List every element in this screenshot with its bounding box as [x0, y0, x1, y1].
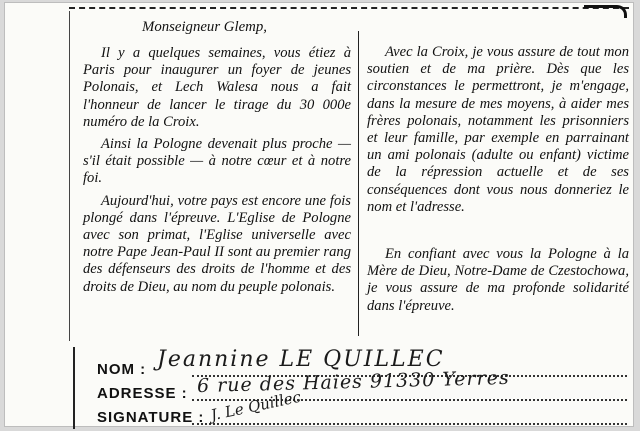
corner-mark: [584, 5, 627, 18]
signature-dotted-line: [192, 423, 627, 425]
right-paragraph-2: En confiant avec vous la Pologne à la Mère de Dieu, Notre-Dame de Czestochowa, je vous assure de ma profonde solidarité dans l'épreuve.: [367, 246, 629, 314]
left-paragraph-3: Aujourd'hui, votre pays est encore une fois plongé dans l'épreuve. L'Eglise de Pologne avec son primat, l'Eglise universelle avec notre Pape Jean-Paul II sont au premier rang des défenseurs des droits de l'homme et des droits de Dieu, au nom du peuple polonais.: [83, 192, 351, 295]
signature-label: SIGNATURE :: [97, 409, 205, 426]
right-column: [367, 44, 629, 320]
address-label: ADRESSE :: [97, 385, 188, 402]
top-cut-line: [69, 7, 629, 9]
left-column: [83, 45, 351, 301]
column-divider: [358, 31, 359, 336]
right-paragraph-1: Avec la Croix, je vous assure de tout mon soutien et de ma prière. Dès que les circonstances le permettront, je m'engage, dans la mesure de mes moyens, à aider mes frères polonais, notamment les prisonniers et leur famille, par exemple en parrainant un ami polonais (adulte ou enfant) victime de la répression actuelle et de ses conséquences dont vous nous donneriez le nom et l'adresse.: [367, 44, 629, 215]
left-paragraph-2: Ainsi la Pologne devenait plus proche — s'il était possible — à notre cœur et à notre foi.: [83, 136, 351, 187]
letter-salutation: Monseigneur Glemp,: [142, 19, 267, 35]
clipping-sheet: [4, 2, 634, 427]
handwritten-address[interactable]: 6 rue des Haies 91330 Yerres: [196, 366, 510, 398]
left-paragraph-1: Il y a quelques semaines, vous étiez à Paris pour inaugurer un foyer de jeunes Polonais, et Lech Walesa nous a fait l'honneur de lancer le tirage du 30 000e numéro de la Croix.: [83, 45, 351, 130]
handwritten-name[interactable]: Jeannine LE QUILLEC: [157, 347, 445, 372]
name-label: NOM :: [97, 361, 147, 378]
left-border-line: [69, 11, 70, 341]
handwritten-signature[interactable]: J. Le Quillec: [209, 387, 303, 425]
reply-form: [73, 347, 635, 429]
